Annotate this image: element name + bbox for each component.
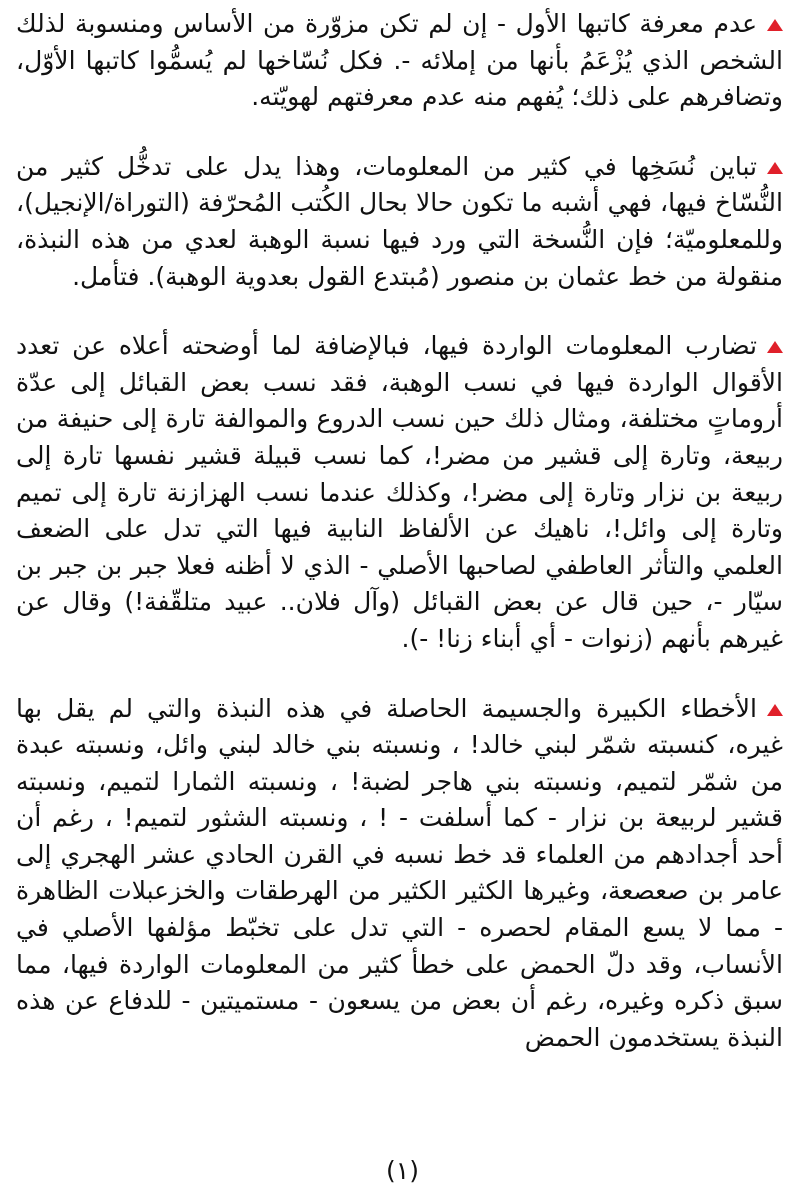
paragraph-2-text: تباين نُسَخِها في كثير من المعلومات، وهذا يدل على تدخُّل كثير من النُّسّاخ فيها، فهي أشبه ما تكون حالا بحال الكُتب المُحرّفة (التوراة/الإنجيل)، وللمعلوميّة؛ فإن النُّسخة التي ورد فيها نسبة الوهبة لعدي من هذه النبذة، منقولة من خط عثمان بن منصور (مُبتدع القول بعدوية الوهبة). فتأمل.	[16, 151, 783, 291]
red-triangle-bullet-icon	[767, 704, 783, 716]
page-number: (١)	[386, 1156, 419, 1185]
red-triangle-bullet-icon	[767, 19, 783, 31]
paragraph-4-text: الأخطاء الكبيرة والجسيمة الحاصلة في هذه النبذة والتي لم يقل بها غيره، كنسبته شمّر لبني خالد! ، ونسبته بني خالد لبني وائل، ونسبته عبدة من شمّر لتميم، ونسبته بني هاجر لضبة! ، ونسبته الثمارا لتميم، ونسبته قشير لربيعة بن نزار - كما أسلفت - ! ، ونسبته الشثور لتميم! ، رغم أن أحد أجدادهم من العلماء قد خط نسبه في القرن الحادي عشر الهجري إلى عامر بن صعصعة، وغيرها الكثير الكثير من الهرطقات والخزعبلات الظاهرة - مما لا يسع المقام لحصره - التي تدل على تخبّط مؤلفها الأصلي في الأنساب، وقد دلّ الحمض على خطأ كثير من المعلومات الواردة فيها، مما سبق ذكره وغيره، رغم أن بعض من يسعون - مستميتين - للدفاع عن هذه النبذة يستخدمون الحمض	[16, 693, 783, 1052]
paragraph-2	[16, 149, 783, 295]
paragraph-3	[16, 328, 783, 657]
red-triangle-bullet-icon	[767, 341, 783, 353]
paragraph-1	[16, 6, 783, 116]
paragraph-3-text: تضارب المعلومات الواردة فيها، فبالإضافة لما أوضحته أعلاه عن تعدد الأقوال الواردة فيها في نسب الوهبة، فقد نسب بعض القبائل إلى عدّة أروماتٍ مختلفة، ومثال ذلك حين نسب الدروع والموالفة تارة إلى حنيفة من ربيعة، وتارة إلى قشير من مضر!، كما نسب قبيلة قشير نفسها تارة إلى ربيعة بن نزار وتارة إلى مضر!، وكذلك عندما نسب الهزازنة تارة إلى تميم وتارة إلى وائل!، ناهيك عن الألفاظ النابية فيها التي تدل على الضعف العلمي والتأثر العاطفي لصاحبها الأصلي - الذي لا أظنه فعلا جبر بن جبر بن سيّار -، حين قال عن بعض القبائل (وآل فلان.. عبيد متلقّفة!) وقال عن غيرهم بأنهم (زنوات - أي أبناء زنا! -).	[16, 331, 783, 653]
document-body	[0, 6, 805, 1089]
paragraph-4	[16, 691, 783, 1057]
paragraph-1-text: عدم معرفة كاتبها الأول - إن لم تكن مزوّرة من الأساس ومنسوبة لذلك الشخص الذي يُزْعَمُ بأنها من إملائه -. فكل نُسّاخها لم يُسمُّوا كاتبها الأوّل، وتضافرهم على ذلك؛ يُفهم منه عدم معرفتهم لهويّته.	[16, 9, 783, 112]
red-triangle-bullet-icon	[767, 162, 783, 174]
